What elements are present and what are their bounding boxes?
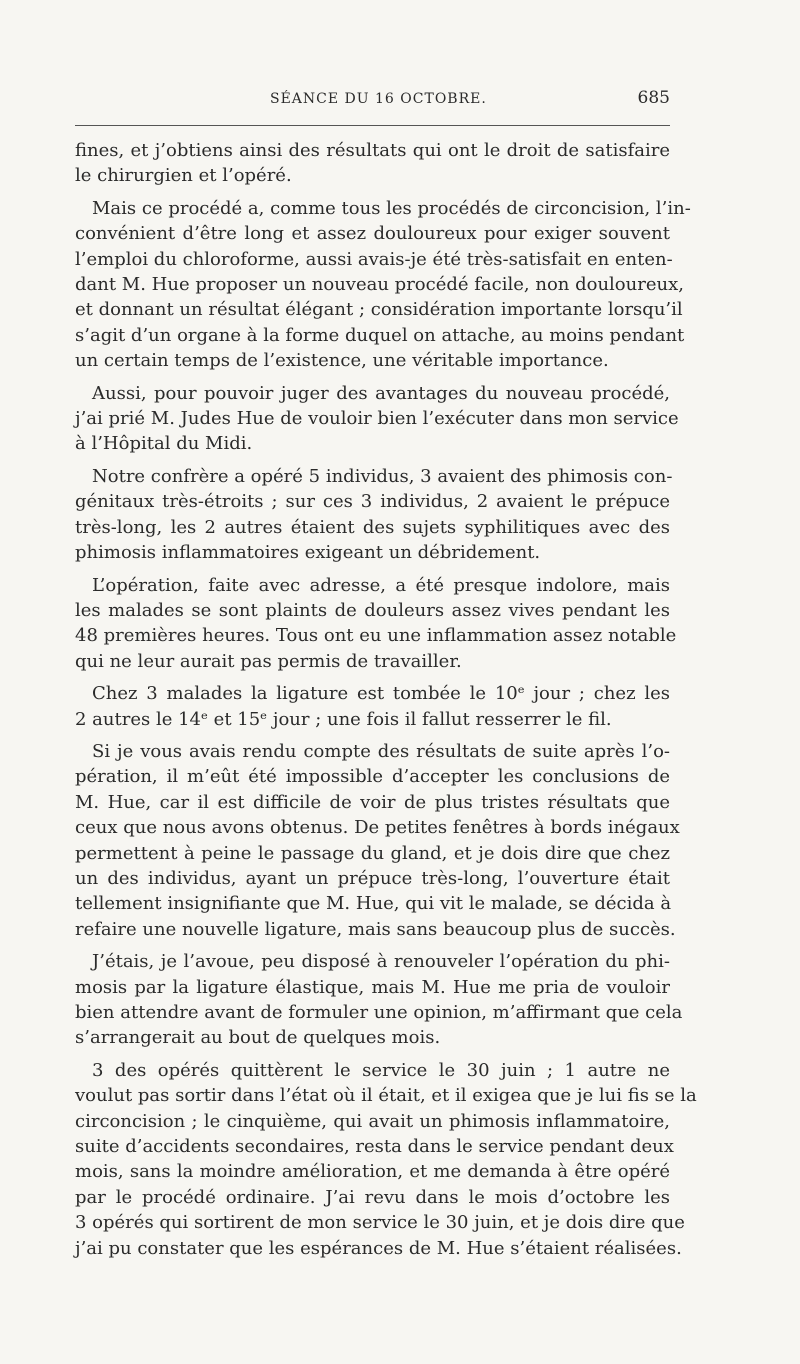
text-line: ceux que nous avons obtenus. De petites fenêtres à bords inégaux (75, 817, 680, 839)
text-line: Notre confrère a opéré 5 individus, 3 avaient des phimosis con- (92, 465, 673, 487)
text-line: très-long, les 2 autres étaient des sujets syphilitiques avec des (75, 516, 670, 538)
text-line: 3 opérés qui sortirent de mon service le 30 juin, et je dois dire que (75, 1212, 685, 1234)
text-line: un certain temps de l’existence, une véritable importance. (75, 350, 609, 372)
text-line: s’arrangerait au bout de quelques mois. (75, 1027, 441, 1049)
paragraph (75, 681, 670, 732)
text-line: génitaux très-étroits ; sur ces 3 individus, 2 avaient le prépuce (75, 491, 670, 513)
text-line: convénient d’être long et assez douloureux pour exiger souvent (75, 223, 670, 245)
text-line: 48 premières heures. Tous ont eu une inflammation assez notable (75, 625, 677, 647)
text-line: j’ai pu constater que les espérances de M. Hue s’étaient réalisées. (75, 1237, 682, 1259)
text-line: à l’Hôpital du Midi. (75, 433, 253, 455)
text-line: mois, sans la moindre amélioration, et me demanda à être opéré (75, 1161, 670, 1183)
text-line: Chez 3 malades la ligature est tombée le 10ᵉ jour ; chez les (92, 683, 670, 705)
text-line: circoncision ; le cinquième, qui avait un phimosis inflammatoire, (75, 1110, 670, 1132)
paragraph (75, 573, 677, 675)
paragraph (75, 1058, 697, 1261)
text-line: par le procédé ordinaire. J’ai revu dans le mois d’octobre les (75, 1186, 670, 1208)
text-line: suite d’accidents secondaires, resta dans le service pendant deux (75, 1136, 674, 1158)
text-line: Mais ce procédé a, comme tous les procédés de circoncision, l’in- (92, 197, 691, 219)
text-line: permettent à peine le passage du gland, et je dois dire que chez (75, 842, 670, 864)
text-line: tellement insignifiante que M. Hue, qui vit le malade, se décida à (75, 893, 672, 915)
text-line: mosis par la ligature élastique, mais M. Hue me pria de vouloir (75, 976, 670, 998)
paragraph (75, 464, 673, 566)
paragraph (75, 381, 679, 457)
text-line: refaire une nouvelle ligature, mais sans beaucoup plus de succès. (75, 918, 676, 940)
text-line: Aussi, pour pouvoir juger des avantages du nouveau procédé, (92, 382, 670, 404)
paragraph (75, 196, 691, 374)
text-line: M. Hue, car il est difficile de voir de plus tristes résultats que (75, 791, 670, 813)
text-line: et donnant un résultat élégant ; considération importante lorsqu’il (75, 299, 683, 321)
text-line: les malades se sont plaints de douleurs assez vives pendant les (75, 599, 670, 621)
text-line: s’agit d’un organe à la forme duquel on attache, au moins pendant (75, 324, 685, 346)
text-line: J’étais, je l’avoue, peu disposé à renouveler l’opération du phi- (92, 951, 670, 973)
running-title: SÉANCE DU 16 OCTOBRE. (270, 91, 487, 107)
text-line: Si je vous avais rendu compte des résultats de suite après l’o- (92, 740, 670, 762)
header-rule (75, 125, 670, 126)
paragraph (75, 138, 670, 189)
text-line: 2 autres le 14ᵉ et 15ᵉ jour ; une fois il fallut resserrer le fil. (75, 708, 612, 730)
paragraph (75, 949, 683, 1051)
text-line: phimosis inflammatoires exigeant un débridement. (75, 542, 541, 564)
paragraph (75, 739, 680, 942)
text-line: 3 des opérés quittèrent le service le 30 juin ; 1 autre ne (92, 1059, 670, 1081)
body-text (75, 138, 697, 1268)
text-line: qui ne leur aurait pas permis de travailler. (75, 650, 462, 672)
text-line: le chirurgien et l’opéré. (75, 165, 292, 187)
text-line: pération, il m’eût été impossible d’accepter les conclusions de (75, 766, 670, 788)
text-line: voulut pas sortir dans l’état où il était, et il exigea que je lui fis se la (75, 1085, 697, 1107)
text-line: un des individus, ayant un prépuce très-long, l’ouverture était (75, 867, 670, 889)
text-line: l’emploi du chloroforme, aussi avais-je été très-satisfait en enten- (75, 248, 673, 270)
text-line: L’opération, faite avec adresse, a été presque indolore, mais (92, 574, 670, 596)
page-number: 685 (637, 88, 670, 108)
text-line: dant M. Hue proposer un nouveau procédé facile, non douloureux, (75, 274, 684, 296)
text-line: bien attendre avant de formuler une opinion, m’affirmant que cela (75, 1002, 683, 1023)
page-header (75, 88, 670, 116)
text-line: fines, et j’obtiens ainsi des résultats qui ont le droit de satisfaire (75, 140, 670, 161)
text-line: j’ai prié M. Judes Hue de vouloir bien l’exécuter dans mon service (75, 408, 679, 430)
